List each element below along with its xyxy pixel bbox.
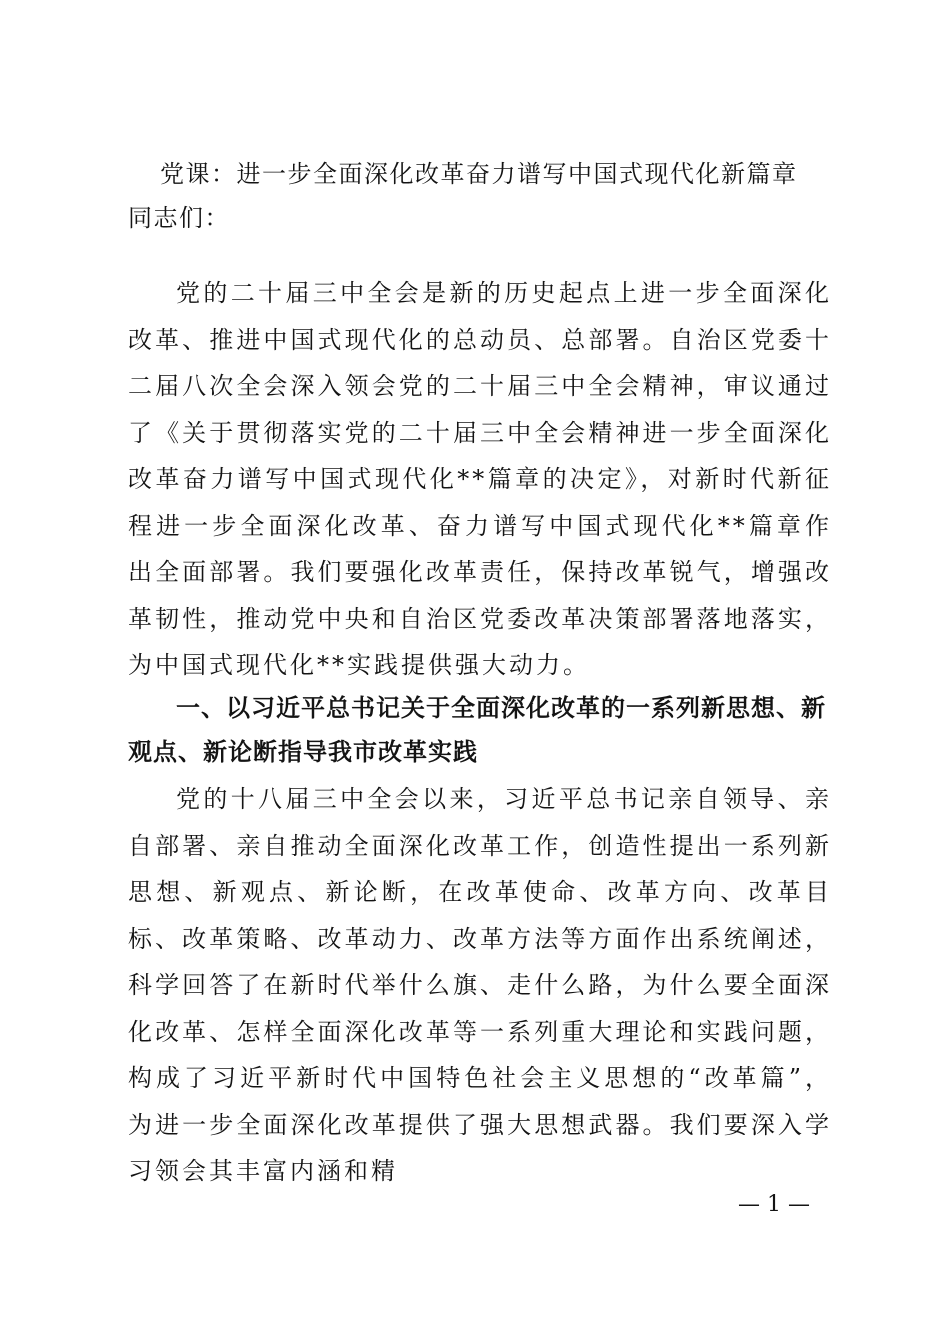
page-number: — 1 —: [738, 1192, 810, 1217]
section-heading-1: 一、以习近平总书记关于全面深化改革的一系列新思想、新观点、新论断指导我市改革实践: [128, 694, 826, 766]
body-paragraph-2: 党的十八届三中全会以来，习近平总书记亲自领导、亲自部署、亲自推动全面深化改革工作，创造性提出一系列新思想、新观点、新论断，在改革使命、改革方向、改革目标、改革策略、改革动力、改革方法等方面作出系统阐述，科学回答了在新时代举什么旗、走什么路，为什么要全面深化改革、怎样全面深化改革等一系列重大理论和实践问题，构成了习近平新时代中国特色社会主义思想的“改革篇”，为进一步全面深化改革提供了强大思想武器。我们要深入学习领会其丰富内涵和精: [128, 785, 832, 1185]
document-title: 党课：进一步全面深化改革奋力谱写中国式现代化新篇章: [160, 160, 798, 188]
salutation: 同志们：: [128, 204, 230, 232]
body-paragraph-1: 党的二十届三中全会是新的历史起点上进一步全面深化改革、推进中国式现代化的总动员、总部署。自治区党委十二届八次全会深入领会党的二十届三中全会精神，审议通过了《关于贯彻落实党的二十届三中全会精神进一步全面深化改革奋力谱写中国式现代化**篇章的决定》，对新时代新征程进一步全面深化改革、奋力谱写中国式现代化**篇章作出全面部署。我们要强化改革责任，保持改革锐气，增强改革韧性，推动党中央和自治区党委改革决策部署落地落实，为中国式现代化**实践提供强大动力。: [128, 279, 832, 679]
